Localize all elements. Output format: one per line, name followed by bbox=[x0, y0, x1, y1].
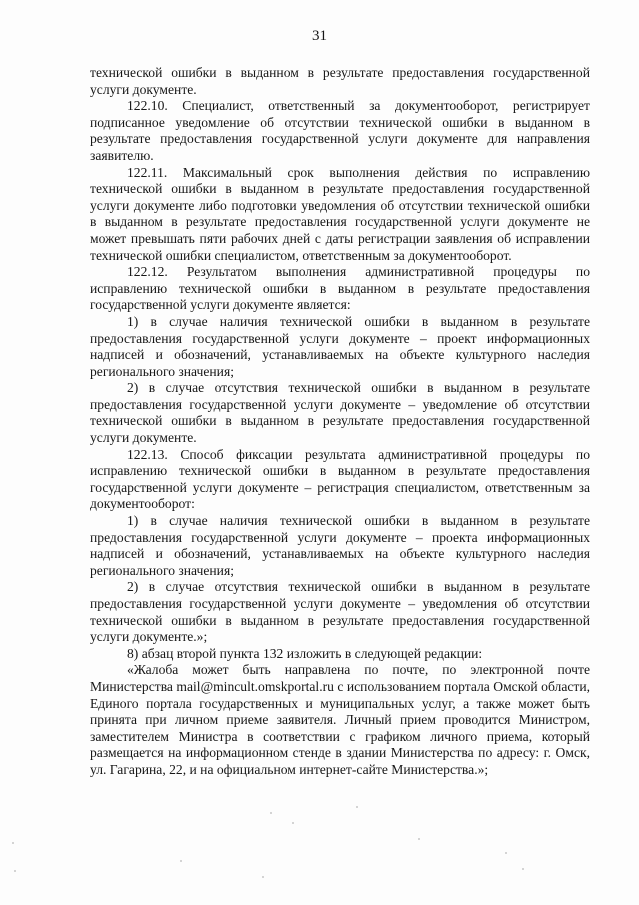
scan-noise bbox=[262, 876, 264, 878]
scan-noise bbox=[356, 806, 358, 808]
paragraph-amendment-8: 8) абзац второй пункта 132 изложить в следующей редакции: bbox=[127, 645, 483, 661]
scan-noise bbox=[270, 812, 272, 814]
paragraph-122-13-item-2: 2) в случае отсутствия технической ошибки в выданном в результате предоставления государственной услуги документе – уведомления об отсутствии технической ошибки в выданном в результате предоставления государственной услуги документе.»; bbox=[90, 579, 590, 645]
scan-noise bbox=[505, 852, 507, 854]
paragraph-122-10: 122.10. Специалист, ответственный за документооборот, регистрирует подписанное уведомление об отсутствии технической ошибки в выданном в результате предоставления государственной услуги документе для направления заявителю. bbox=[90, 98, 590, 163]
paragraph-122-13: 122.13. Способ фиксации результата административной процедуры по исправлению технической ошибки в выданном в результате предоставления государственной услуги документе – регистрация специалистом, ответственным за документооборот: bbox=[90, 446, 590, 512]
paragraph-122-12-item-2: 2) в случае отсутствия технической ошибки в выданном в результате предоставления государственной услуги документе – уведомление об отсутствии технической ошибки в выданном в результате предоставления государственной услуги документе. bbox=[90, 380, 590, 446]
scan-noise bbox=[14, 870, 16, 872]
paragraph-122-12-item-1: 1) в случае наличия технической ошибки в выданном в результате предоставления государственной услуги документе – проект информационных надписей и обозначений, устанавливаемых на объекте культурного наследия регионального значения; bbox=[90, 313, 590, 379]
page-number: 31 bbox=[312, 28, 327, 44]
paragraph-122-12: 122.12. Результатом выполнения административной процедуры по исправлению технической ошибки в выданном в результате предоставления государственной услуги документе является: bbox=[90, 264, 590, 313]
paragraph-122-11: 122.11. Максимальный срок выполнения действия по исправлению технической ошибки в выданном в результате предоставления государственной услуги документе либо подготовки уведомления об отсутствии технической ошибки в выданном в результате предоставления государственной услуги документе не может превышать пяти рабочих дней с даты регистрации заявления об исправлении технической ошибки специалистом, ответственным за документооборот. bbox=[90, 164, 590, 263]
scan-noise bbox=[418, 838, 420, 840]
paragraph-complaint-text: «Жалоба может быть направлена по почте, по электронной почте Министерства mail@mincult.omskportal.ru с использованием портала Омской области, Единого портала государственных и муниципальных услуг, а также может быть принята при личном приеме заявителя. Личный прием проводится Министром, заместителем Министра в соответствии с графиком личного приема, который размещается на информационном стенде в здании Министерства по адресу: г. Омск, ул. Гагарина, 22, и на официальном интернет-сайте Министерства.»; bbox=[90, 662, 590, 777]
paragraph-122-13-item-1: 1) в случае наличия технической ошибки в выданном в результате предоставления государственной услуги документе – проекта информационных надписей и обозначений, устанавливаемых на объекте культурного наследия регионального значения; bbox=[90, 513, 590, 578]
paragraph-continuation: технической ошибки в выданном в результате предоставления государственной услуги документе. bbox=[90, 65, 590, 97]
document-body bbox=[90, 65, 590, 779]
scan-noise bbox=[292, 822, 294, 824]
scan-noise bbox=[12, 842, 14, 844]
scan-noise bbox=[522, 868, 524, 870]
scan-noise bbox=[180, 860, 182, 862]
